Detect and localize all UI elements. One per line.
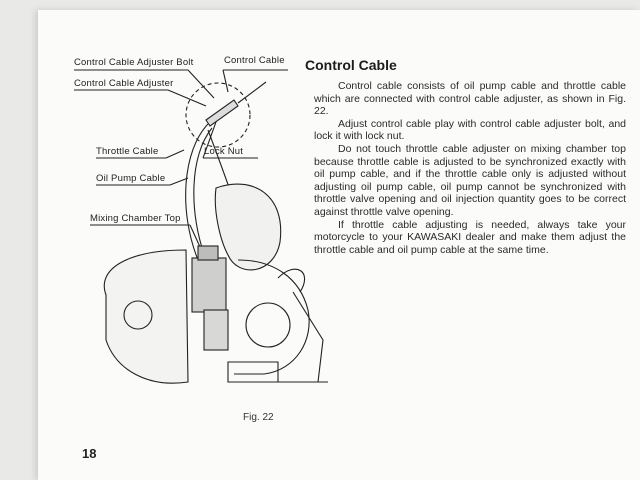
label-adjuster-bolt: Control Cable Adjuster Bolt	[74, 57, 194, 68]
paragraph-1: Control cable consists of oil pump cable and throttle cable which are connected with control cable adjuster, as shown in Fig. 22.	[314, 80, 626, 118]
label-control-cable: Control Cable	[224, 55, 285, 66]
page-number: 18	[82, 446, 97, 461]
label-mixing-chamber-top: Mixing Chamber Top	[90, 213, 181, 224]
label-oil-pump-cable: Oil Pump Cable	[96, 173, 166, 184]
paragraph-3: Do not touch throttle cable adjuster on mixing chamber top because throttle cable is adjusted to be synchronized exactly with oil pump cable, and if the throttle cable only is adjusted without adjusting oil pump cable, oil pump cannot be synchronized with throttle valve opening and oil injection quantity goes to be correct against throttle valve opening.	[314, 142, 626, 218]
figure-caption: Fig. 22	[243, 412, 274, 423]
paragraph-4: If throttle cable adjusting is needed, always take your motorcycle to your KAWASAKI dealer and make them adjust the throttle cable and oil pump cable at the same time.	[314, 218, 626, 256]
paragraph-2: Adjust control cable play with control cable adjuster bolt, and lock it with lock nut.	[314, 117, 626, 143]
manual-page	[38, 10, 640, 480]
label-throttle-cable: Throttle Cable	[96, 146, 159, 157]
section-body	[314, 80, 626, 256]
fig-22-illustration	[38, 10, 338, 410]
label-lock-nut: Lock Nut	[204, 146, 244, 157]
label-control-cable-adjuster: Control Cable Adjuster	[74, 78, 174, 89]
section-title: Control Cable	[305, 57, 397, 73]
